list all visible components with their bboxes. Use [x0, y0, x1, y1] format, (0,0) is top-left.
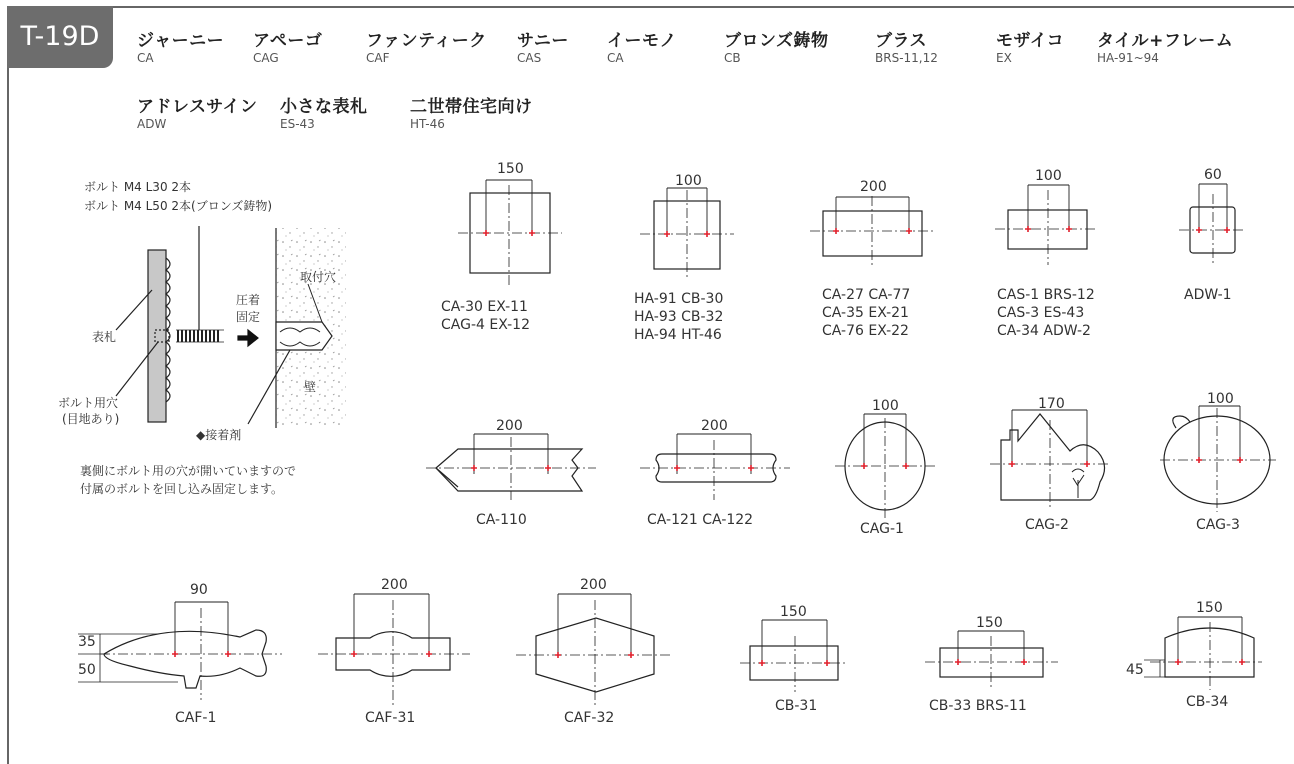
series-name: ブロンズ鋳物	[724, 31, 829, 51]
dim-label: 200	[860, 179, 887, 195]
series-name: アドレスサイン	[137, 97, 258, 117]
label-adhesive: ◆接着剤	[196, 428, 242, 442]
model-list: CA-27 CA-77 CA-35 EX-21 CA-76 EX-22	[822, 287, 911, 339]
series-code: ADW	[137, 117, 167, 131]
dim-label-height-a: 35	[78, 634, 96, 650]
shape-cag1	[835, 414, 935, 518]
dim-label: 150	[1196, 600, 1223, 616]
dim-label: 100	[872, 398, 899, 414]
install-diagram	[116, 226, 346, 428]
series-code: CAG	[253, 51, 279, 65]
model-list: CB-33 BRS-11	[929, 698, 1027, 714]
shape-ca121	[640, 434, 790, 500]
model-list: CA-121 CA-122	[647, 512, 754, 528]
dim-label: 150	[497, 161, 524, 177]
series-code: HT-46	[410, 117, 445, 131]
label-nameplate: 表札	[92, 330, 117, 344]
series-name: イーモノ	[607, 31, 677, 51]
model-list: CAF-32	[564, 710, 615, 726]
series-name: 二世帯住宅向け	[410, 97, 533, 117]
shape-ca30	[458, 180, 562, 285]
page-code-badge: T-19D	[7, 6, 113, 68]
series-name: ジャーニー	[137, 31, 225, 51]
shape-cb31	[740, 620, 848, 692]
arrow-icon	[238, 330, 258, 346]
dim-label: 60	[1204, 167, 1222, 183]
dim-label: 200	[496, 418, 523, 434]
series-name: ブラス	[875, 31, 927, 51]
model-list: CAF-31	[365, 710, 416, 726]
series-name: タイル+フレーム	[1097, 31, 1234, 51]
label-press: 圧着	[236, 293, 261, 307]
dim-label: 100	[1035, 168, 1062, 184]
series-code: CAF	[366, 51, 390, 65]
shape-caf1	[78, 602, 282, 700]
model-list: CAG-3	[1196, 517, 1240, 533]
model-list: CB-31	[775, 698, 818, 714]
model-list: CB-34	[1186, 694, 1229, 710]
dim-label: 90	[190, 582, 208, 598]
model-list: CAG-1	[860, 521, 904, 537]
model-list: CA-30 EX-11 CAG-4 EX-12	[441, 299, 530, 333]
series-name: サニー	[517, 31, 569, 51]
shape-cb34	[1144, 617, 1262, 690]
shape-ca27	[810, 196, 935, 266]
install-note-1: 裏側にボルト用の穴が開いていますので	[80, 464, 297, 478]
bolt-shape	[178, 330, 218, 342]
series-name: アペーゴ	[253, 31, 323, 51]
model-list: ADW-1	[1184, 287, 1232, 303]
shape-caf31	[318, 594, 470, 705]
label-bolt-hole-note: (目地あり)	[62, 412, 120, 426]
label-fix: 固定	[236, 310, 261, 324]
bolt-spec-2: ボルト M4 L50 2本(ブロンズ鋳物)	[84, 199, 273, 213]
dim-label: 200	[580, 577, 607, 593]
label-bolt-hole: ボルト用穴	[58, 396, 119, 410]
shape-adw1	[1179, 184, 1245, 266]
dim-label: 150	[780, 604, 807, 620]
dim-label: 200	[381, 577, 408, 593]
series-code: ES-43	[280, 117, 315, 131]
series-code: CA	[607, 51, 624, 65]
series-code: CAS	[517, 51, 542, 65]
dim-label: 150	[976, 615, 1003, 631]
install-note-2: 付属のボルトを回し込み固定します。	[80, 482, 284, 496]
model-list: CAS-1 BRS-12 CAS-3 ES-43 CA-34 ADW-2	[997, 287, 1095, 339]
dim-label-height: 45	[1126, 662, 1144, 678]
model-list: HA-91 CB-30 HA-93 CB-32 HA-94 HT-46	[634, 291, 724, 343]
shape-cb33	[925, 631, 1058, 688]
series-code: CA	[137, 51, 154, 65]
dim-label: 100	[1207, 391, 1234, 407]
series-name: モザイコ	[996, 31, 1065, 51]
dim-label: 100	[675, 173, 702, 189]
dim-label: 200	[701, 418, 728, 434]
model-list: CAF-1	[175, 710, 217, 726]
series-code: EX	[996, 51, 1012, 65]
bolt-spec-1: ボルト M4 L30 2本	[84, 180, 192, 194]
series-name: 小さな表札	[280, 97, 368, 117]
nameplate-shape	[148, 250, 166, 422]
model-list: CAG-2	[1025, 517, 1069, 533]
series-code: HA-91~94	[1097, 51, 1159, 65]
shape-ca110	[426, 434, 596, 500]
dim-label-height-b: 50	[78, 662, 96, 678]
shape-caf32	[516, 594, 672, 705]
series-code: CB	[724, 51, 741, 65]
shape-cas1	[995, 185, 1098, 265]
dim-label: 170	[1038, 396, 1065, 412]
series-name: ファンティーク	[366, 31, 487, 51]
shape-cag2	[990, 410, 1110, 510]
shape-cag3	[1160, 406, 1276, 512]
model-list: CA-110	[476, 512, 527, 528]
shape-ha91	[640, 188, 734, 280]
series-code: BRS-11,12	[875, 51, 938, 65]
